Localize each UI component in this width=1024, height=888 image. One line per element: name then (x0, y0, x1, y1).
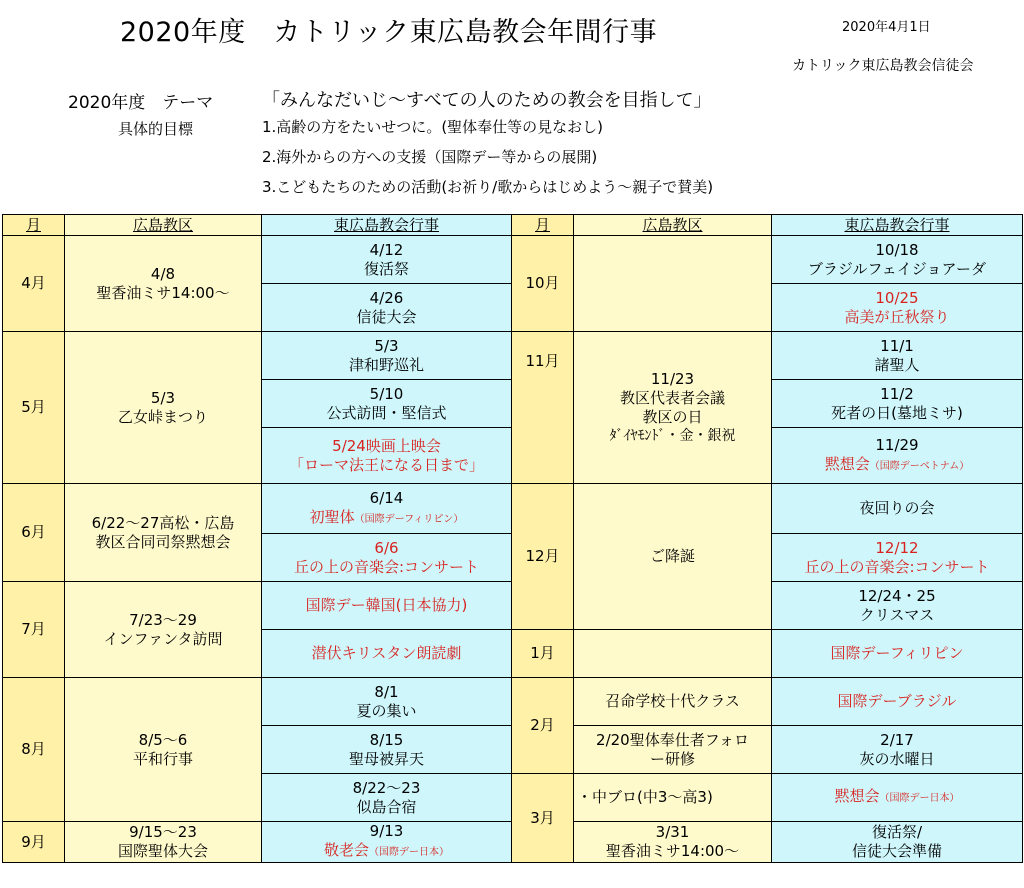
diocese-cell-jun: 6/22～27高松・広島 教区合同司祭黙想会 (65, 484, 262, 582)
month-cell-may: 5月 (3, 332, 65, 484)
event-cell: 5/10 公式訪問・堅信式 (262, 380, 512, 428)
header-month: 月 (512, 215, 574, 236)
diocese-cell-apr: 4/8 聖香油ミサ14:00～ (65, 236, 262, 332)
diocese-cell-mar: 3/31 聖香油ミサ14:00～ (574, 822, 772, 863)
diocese-cell-jul: 7/23～29 インファンタ訪問 (65, 582, 262, 678)
event-cell: 12/24・25 クリスマス (772, 582, 1023, 630)
event-cell: 10/18 ブラジルフェイジョアーダ (772, 236, 1023, 284)
event-cell: 11/29 黙想会（国際デーベトナム） (772, 428, 1023, 484)
month-cell-mar: 3月 (512, 774, 574, 863)
month-cell-sep: 9月 (3, 822, 65, 863)
month-cell-feb: 2月 (512, 678, 574, 774)
event-cell: 復活祭/ 信徒大会準備 (772, 822, 1023, 863)
event-cell: 6/6 丘の上の音楽会:コンサート (262, 534, 512, 582)
header-month: 月 (3, 215, 65, 236)
event-cell: 11/1 諸聖人 (772, 332, 1023, 380)
document-date: 2020年4月1日 (842, 20, 931, 35)
organization-name: カトリック東広島教会信徒会 (792, 58, 974, 74)
diocese-cell-feb: 召命学校十代クラス (574, 678, 772, 726)
diocese-cell-feb: 2/20聖体奉仕者フォロ ー研修 (574, 726, 772, 774)
diocese-cell-jan (574, 630, 772, 678)
goal-item: 3.こどもたちのための活動(お祈り/歌からはじめよう～親子で賛美) (262, 178, 714, 196)
event-cell: 8/15 聖母被昇天 (262, 726, 512, 774)
event-cell: 9/13 敬老会（国際デー日本） (262, 822, 512, 863)
diocese-cell-dec: ご降誕 (574, 484, 772, 630)
month-cell-apr: 4月 (3, 236, 65, 332)
diocese-cell-mar: ・中ブロ(中3～高3) (574, 774, 772, 822)
diocese-cell-oct (574, 236, 772, 332)
event-cell: 11/2 死者の日(墓地ミサ) (772, 380, 1023, 428)
month-cell-dec: 12月 (512, 484, 574, 630)
theme-text: 「みんなだいじ～すべての人のための教会を目指して」 (262, 90, 712, 111)
goal-item: 1.高齢の方をたいせつに。(聖体奉仕等の見なおし) (262, 118, 604, 136)
header-diocese: 広島教区 (574, 215, 772, 236)
month-cell-jun: 6月 (3, 484, 65, 582)
event-cell: 4/26 信徒大会 (262, 284, 512, 332)
theme-label: 2020年度 テーマ (68, 93, 214, 113)
page-title: 2020年度 カトリック東広島教会年間行事 (120, 17, 658, 48)
month-cell-jan: 1月 (512, 630, 574, 678)
goal-item: 2.海外からの方への支援（国際デー等からの展開) (262, 148, 598, 166)
event-cell: 潜伏キリスタン朗読劇 (262, 630, 512, 678)
header-church: 東広島教会行事 (772, 215, 1023, 236)
month-cell-nov: 11月 (512, 332, 574, 484)
event-cell: 2/17 灰の水曜日 (772, 726, 1023, 774)
event-cell: 黙想会（国際デー日本） (772, 774, 1023, 822)
event-cell: 国際デーフィリピン (772, 630, 1023, 678)
event-cell: 6/14 初聖体（国際デーフィリピン） (262, 484, 512, 534)
event-cell: 10/25 高美が丘秋祭り (772, 284, 1023, 332)
event-cell: 夜回りの会 (772, 484, 1023, 534)
event-cell: 8/1 夏の集い (262, 678, 512, 726)
event-cell: 5/3 津和野巡礼 (262, 332, 512, 380)
diocese-cell-aug: 8/5～6 平和行事 (65, 678, 262, 822)
event-cell: 8/22～23 似島合宿 (262, 774, 512, 822)
events-table (2, 214, 1023, 863)
month-cell-aug: 8月 (3, 678, 65, 822)
event-cell: 4/12 復活祭 (262, 236, 512, 284)
goals-label: 具体的目標 (118, 120, 194, 138)
diocese-cell-nov: 11/23 教区代表者会議 教区の日 ﾀﾞｲﾔﾓﾝﾄﾞ・金・銀祝 (574, 332, 772, 484)
header-church: 東広島教会行事 (262, 215, 512, 236)
diocese-cell-may: 5/3 乙女峠まつり (65, 332, 262, 484)
diocese-cell-sep: 9/15～23 国際聖体大会 (65, 822, 262, 863)
event-cell: 国際デーブラジル (772, 678, 1023, 726)
table-header-row (3, 215, 1023, 236)
month-cell-jul: 7月 (3, 582, 65, 678)
month-cell-oct: 10月 (512, 236, 574, 332)
header-diocese: 広島教区 (65, 215, 262, 236)
event-cell: 12/12 丘の上の音楽会:コンサート (772, 534, 1023, 582)
event-cell: 国際デー韓国(日本協力) (262, 582, 512, 630)
event-cell: 5/24映画上映会 「ローマ法王になる日まで」 (262, 428, 512, 484)
